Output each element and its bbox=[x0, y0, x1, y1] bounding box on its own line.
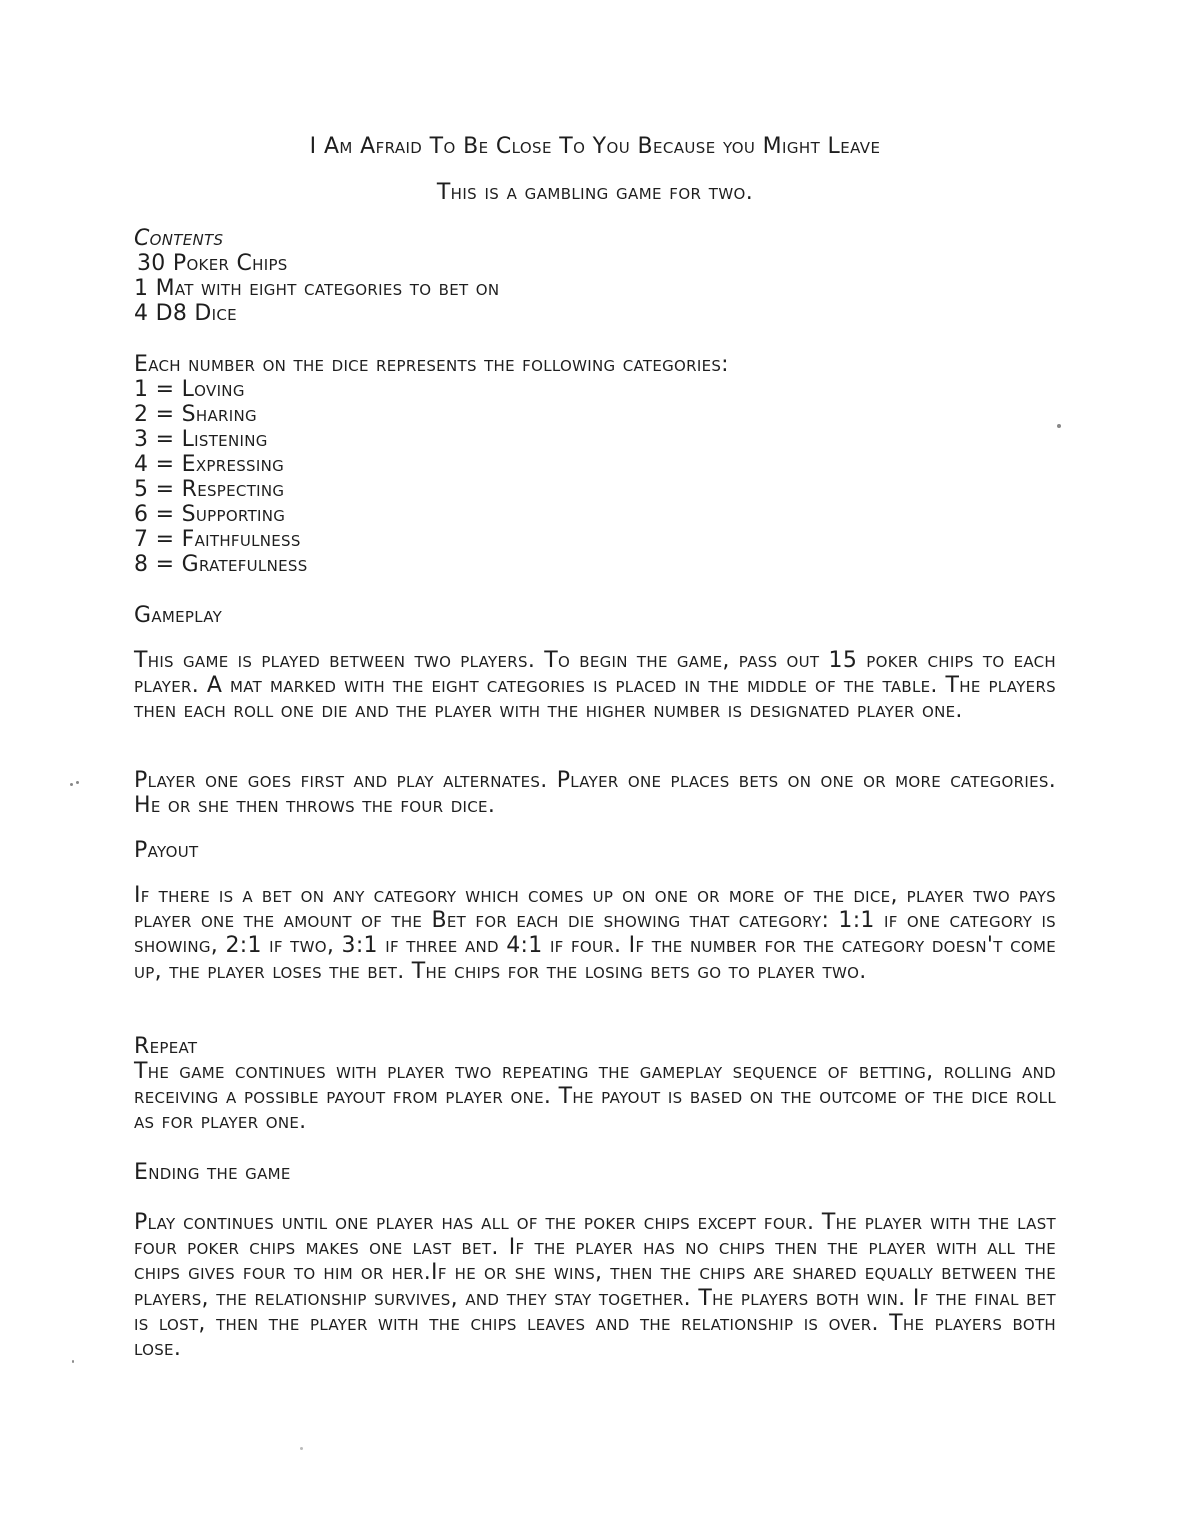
gameplay-paragraph: This game is played between two players. To begin the game, pass out 15 poker chips to each player. A mat marked with the eight categories is placed in the middle of the table. The players then each roll one die and the player with the higher number is designated player one. bbox=[134, 648, 1056, 724]
document-subtitle: This is a gambling game for two. bbox=[436, 180, 754, 205]
gameplay-section bbox=[134, 603, 1056, 628]
gameplay-heading: Gameplay bbox=[134, 603, 223, 628]
category-item: 3 = Listening bbox=[134, 427, 268, 452]
gameplay-paragraph-2-block bbox=[134, 768, 1056, 818]
category-item: 7 = Faithfulness bbox=[134, 527, 301, 552]
repeat-section bbox=[134, 1034, 1056, 1135]
repeat-heading: Repeat bbox=[134, 1034, 198, 1059]
contents-item: 30 Poker Chips bbox=[137, 251, 288, 276]
payout-paragraph-block bbox=[134, 883, 1056, 984]
scan-speck bbox=[76, 781, 79, 784]
category-item: 2 = Sharing bbox=[134, 402, 257, 427]
ending-section bbox=[134, 1160, 1056, 1185]
gameplay-paragraph-1-block bbox=[134, 648, 1056, 724]
payout-section bbox=[134, 838, 1056, 863]
scan-speck bbox=[1057, 424, 1061, 428]
categories-section bbox=[134, 352, 1056, 577]
scan-speck bbox=[70, 783, 73, 786]
scan-speck bbox=[300, 1447, 303, 1450]
ending-heading: Ending the game bbox=[134, 1160, 291, 1185]
category-item: 5 = Respecting bbox=[134, 477, 285, 502]
document-title: I Am Afraid To Be Close To You Because you Might Leave bbox=[309, 134, 881, 159]
scan-speck bbox=[72, 1360, 74, 1363]
ending-paragraph-block bbox=[134, 1210, 1056, 1361]
ending-paragraph: Play continues until one player has all of the poker chips except four. The player with the last four poker chips makes one last bet. If the player has no chips then the player with all the chips gives four to him or her.If he or she wins, then the chips are shared equally between the players, the relationship survives, and they stay together. The players both win. If the final bet is lost, then the player with the chips leaves and the relationship is over. The players both lose. bbox=[134, 1210, 1056, 1362]
contents-item: 1 Mat with eight categories to bet on bbox=[134, 276, 500, 301]
contents-item: 4 D8 Dice bbox=[134, 301, 237, 326]
payout-paragraph: If there is a bet on any category which comes up on one or more of the dice, player two pays player one the amount of the Bet for each die showing that category: 1:1 if one category is showing, 2:1 if two, 3:1 if three and 4:1 if four. If the number for the category doesn't come up, the player loses the bet. The chips for the losing bets go to player two. bbox=[134, 883, 1056, 984]
contents-heading: Contents bbox=[134, 226, 224, 251]
repeat-paragraph: The game continues with player two repeating the gameplay sequence of betting, rolling and receiving a possible payout from player one. The payout is based on the outcome of the dice roll as for player one. bbox=[134, 1059, 1056, 1135]
gameplay-paragraph: Player one goes first and play alternates. Player one places bets on one or more categories. He or she then throws the four dice. bbox=[134, 768, 1056, 819]
contents-section bbox=[134, 226, 1056, 326]
category-item: 4 = Expressing bbox=[134, 452, 285, 477]
category-item: 6 = Supporting bbox=[134, 502, 286, 527]
categories-intro: Each number on the dice represents the following categories: bbox=[134, 352, 729, 377]
category-item: 1 = Loving bbox=[134, 377, 245, 402]
payout-heading: Payout bbox=[134, 838, 199, 863]
category-item: 8 = Gratefulness bbox=[134, 552, 308, 577]
